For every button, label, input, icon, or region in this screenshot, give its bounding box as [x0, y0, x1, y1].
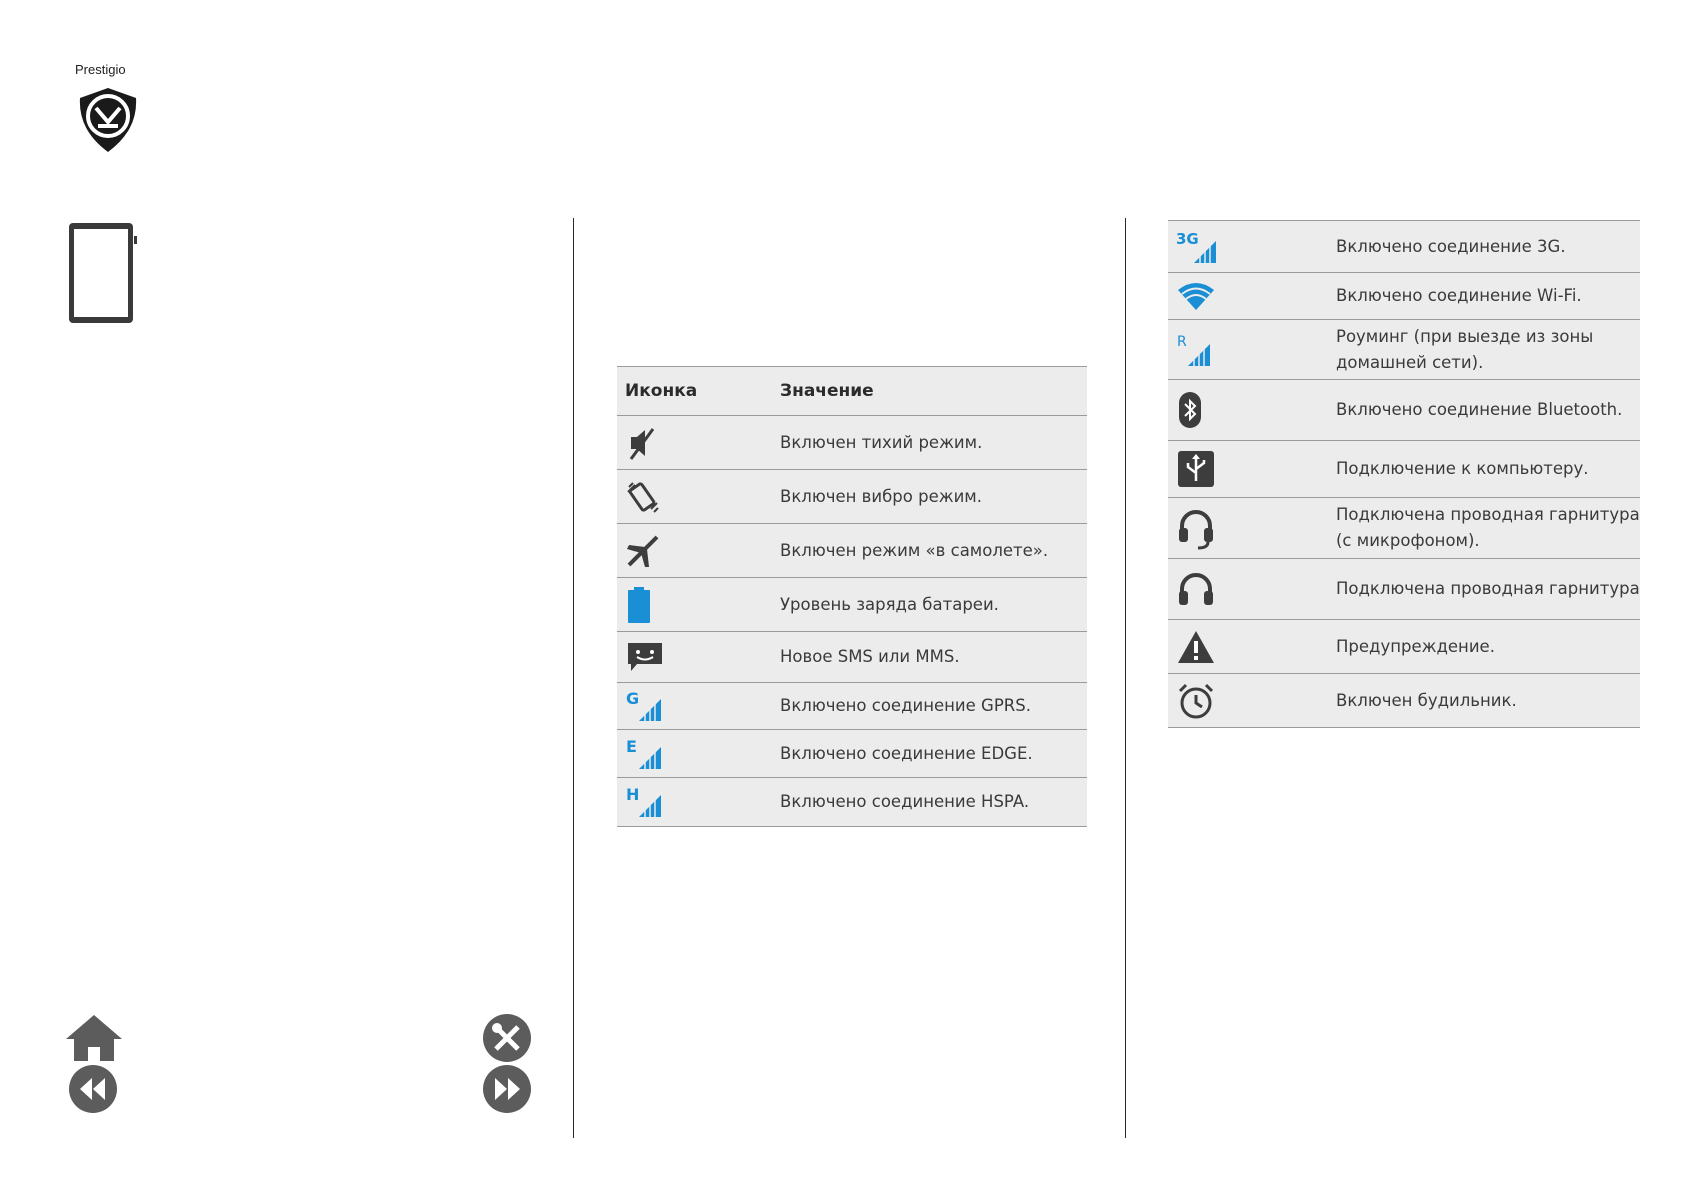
- status-icons-table-1: [617, 366, 1087, 827]
- table-row: [1168, 380, 1640, 441]
- table-row: [1168, 441, 1640, 498]
- warning-icon: [1176, 629, 1216, 665]
- row-text: Включен будильник.: [1336, 674, 1640, 728]
- hspa-signal-icon: [625, 785, 665, 819]
- row-text: Включено соединение HSPA.: [780, 778, 1087, 827]
- column-divider-right: [1125, 218, 1126, 1138]
- row-text: Подключена проводная гарнитура: [1336, 559, 1640, 620]
- status-icons-table-2: [1168, 220, 1640, 728]
- fast-forward-icon[interactable]: [482, 1064, 532, 1114]
- column-divider-left: [573, 218, 574, 1138]
- brand-name: Prestigio: [75, 62, 126, 77]
- signal-letter: G: [626, 689, 640, 708]
- column-header-icon: Иконка: [617, 367, 780, 416]
- column-header-meaning: Значение: [780, 367, 1087, 416]
- table-row: [617, 778, 1087, 827]
- usb-icon: [1176, 449, 1216, 489]
- 3g-signal-icon: [1176, 229, 1220, 265]
- row-text: Включено соединение GPRS.: [780, 683, 1087, 730]
- table-row: [1168, 620, 1640, 674]
- signal-letter: R: [1177, 333, 1187, 350]
- table-row: [617, 416, 1087, 470]
- row-text: Включен вибро режим.: [780, 470, 1087, 524]
- table-row: [617, 730, 1087, 778]
- home-icon[interactable]: [64, 1013, 124, 1063]
- signal-letter: 3G: [1176, 229, 1199, 248]
- table-row: [617, 632, 1087, 683]
- table-row: [617, 470, 1087, 524]
- rewind-icon[interactable]: [68, 1064, 118, 1114]
- tablet-illustration-icon: [68, 222, 138, 324]
- row-text: Включен тихий режим.: [780, 416, 1087, 470]
- row-text: Уровень заряда батареи.: [780, 578, 1087, 632]
- signal-letter: E: [626, 736, 637, 756]
- row-text: Новое SMS или MMS.: [780, 632, 1087, 683]
- row-text: Подключение к компьютеру.: [1336, 441, 1640, 498]
- battery-icon: [625, 586, 655, 624]
- table-row: [617, 524, 1087, 578]
- row-text: Включено соединение EDGE.: [780, 730, 1087, 778]
- table-row: [1168, 221, 1640, 273]
- row-text: Подключена проводная гарнитура (с микрофоном).: [1336, 498, 1640, 559]
- row-text: Включено соединение 3G.: [1336, 221, 1640, 273]
- edge-signal-icon: [625, 737, 665, 771]
- table-row: [1168, 498, 1640, 559]
- vibrate-mode-icon: [625, 479, 661, 515]
- airplane-mode-icon: [625, 533, 661, 569]
- headphones-icon: [1176, 569, 1216, 609]
- headset-mic-icon: [1176, 506, 1216, 550]
- table-row: [1168, 273, 1640, 320]
- settings-icon[interactable]: [482, 1013, 532, 1063]
- gprs-signal-icon: [625, 689, 665, 723]
- silent-mode-icon: [625, 425, 659, 461]
- row-text: Включен режим «в самолете».: [780, 524, 1087, 578]
- alarm-icon: [1176, 681, 1216, 721]
- table-row: [1168, 674, 1640, 728]
- table-row: [1168, 559, 1640, 620]
- signal-letter: H: [626, 785, 640, 804]
- table-row: [617, 578, 1087, 632]
- prestigio-logo-icon: [74, 86, 142, 154]
- wifi-icon: [1176, 280, 1216, 312]
- row-text: Включено соединение Bluetooth.: [1336, 380, 1640, 441]
- new-message-icon: [625, 640, 665, 674]
- roaming-signal-icon: [1176, 332, 1216, 368]
- row-text: Роуминг (при выезде из зоны домашней сети).: [1336, 320, 1640, 380]
- row-text: Включено соединение Wi-Fi.: [1336, 273, 1640, 320]
- row-text: Предупреждение.: [1336, 620, 1640, 674]
- table-row: [1168, 320, 1640, 380]
- table-row: [617, 683, 1087, 730]
- bluetooth-icon: [1176, 390, 1206, 430]
